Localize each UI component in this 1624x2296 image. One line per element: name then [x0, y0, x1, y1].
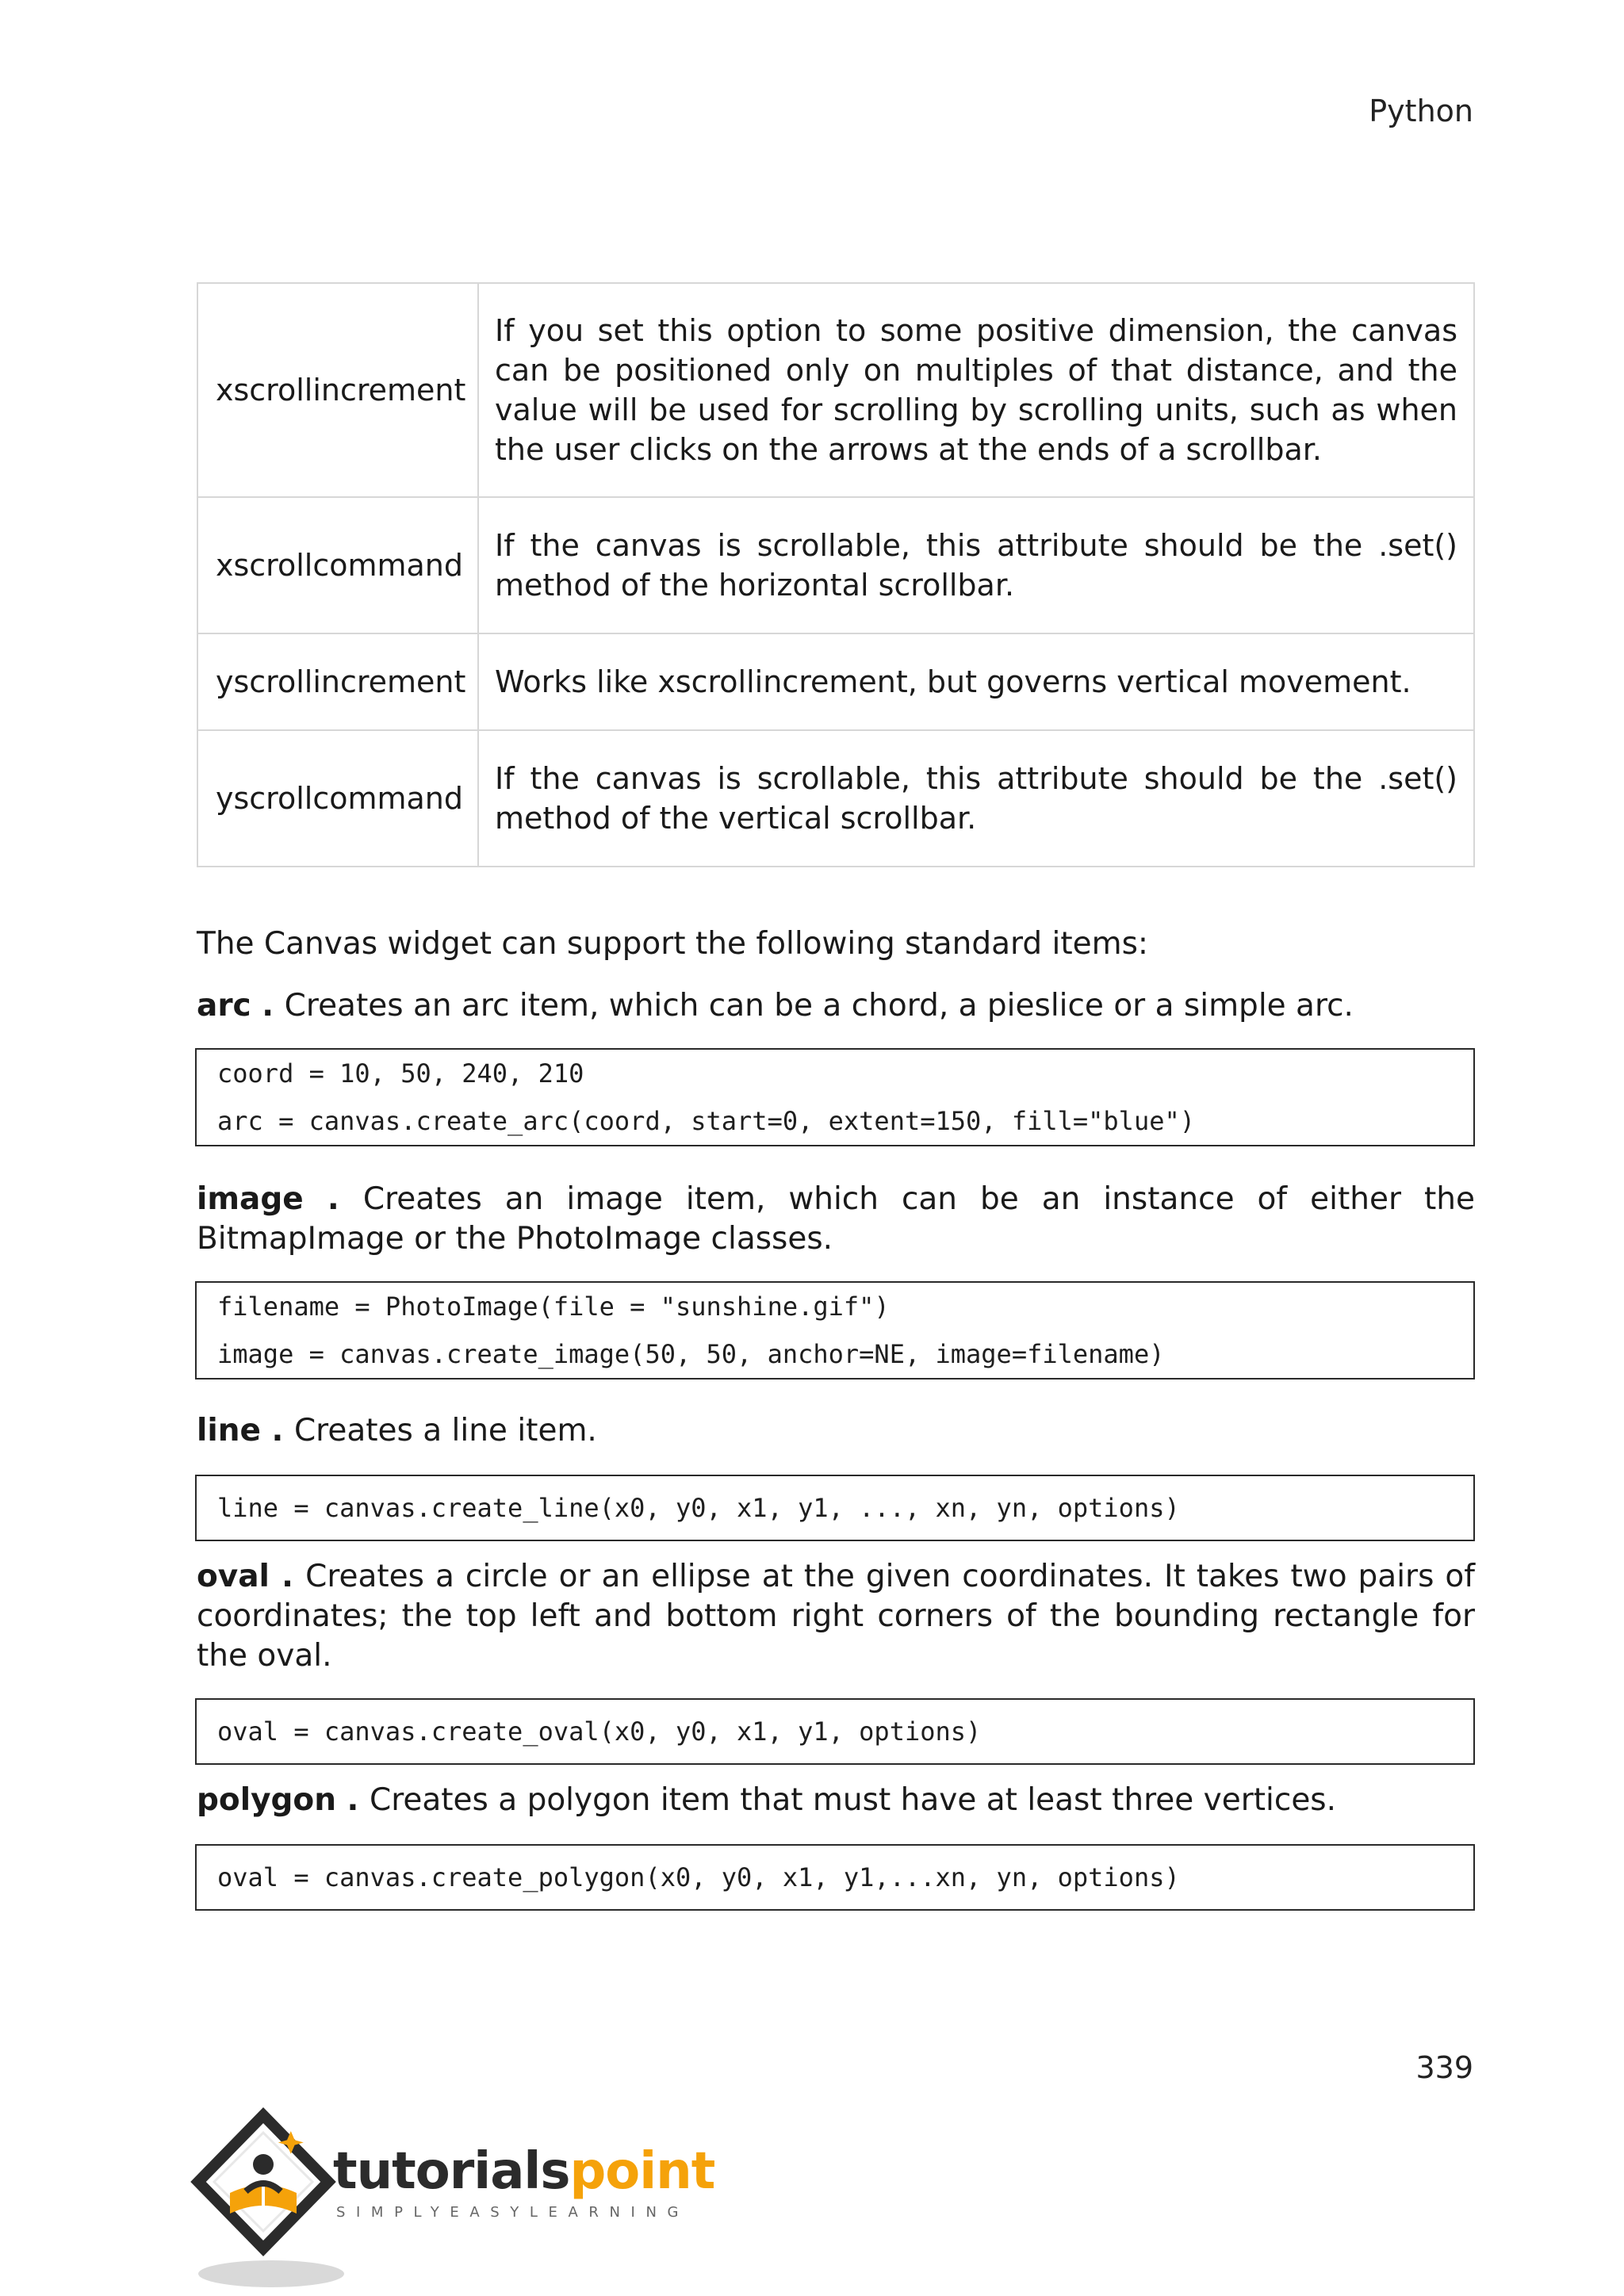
code-block-arc	[195, 1048, 1475, 1146]
item-separator: .	[260, 1413, 294, 1448]
item-polygon-paragraph	[197, 1781, 1475, 1820]
logo-figure-icon	[253, 2154, 274, 2175]
item-term: line	[197, 1413, 261, 1448]
item-separator: .	[251, 988, 285, 1024]
option-name: yscrollincrement	[197, 633, 478, 730]
running-header: Python	[1369, 94, 1473, 128]
code-line: image = canvas.create_image(50, 50, anchor=NE, image=filename)	[217, 1339, 1165, 1369]
option-description: If the canvas is scrollable, this attribute should be the .set() method of the vertical scrollbar.	[478, 730, 1474, 867]
code-block-oval	[195, 1698, 1475, 1765]
code-line: coord = 10, 50, 240, 210	[217, 1058, 584, 1089]
option-name: xscrollcommand	[197, 497, 478, 633]
intro-paragraph: The Canvas widget can support the following standard items:	[197, 926, 1149, 962]
code-line: filename = PhotoImage(file = "sunshine.gif")	[217, 1292, 890, 1322]
item-separator: .	[303, 1181, 363, 1217]
tutorialspoint-logo	[193, 2109, 715, 2296]
item-oval-paragraph	[197, 1557, 1475, 1676]
code-line: line = canvas.create_line(x0, y0, x1, y1, ..., xn, yn, options)	[217, 1493, 1180, 1523]
logo-brand-accent: point	[569, 2142, 715, 2201]
page-number: 339	[1415, 2050, 1473, 2085]
table-row	[197, 497, 1474, 633]
svg-text:tutorialspoint	[333, 2142, 715, 2201]
option-name: yscrollcommand	[197, 730, 478, 867]
code-block-image	[195, 1281, 1475, 1380]
code-block-polygon	[195, 1844, 1475, 1911]
item-arc-paragraph	[197, 986, 1475, 1026]
logo-shadow	[198, 2260, 344, 2287]
table-row	[197, 283, 1474, 497]
logo-brand-dark: tutorials	[333, 2142, 570, 2201]
option-name: xscrollincrement	[197, 283, 478, 497]
item-description: Creates an image item, which can be an instance of either the BitmapImage or the PhotoImage classes.	[197, 1181, 1475, 1257]
option-description: If the canvas is scrollable, this attribute should be the .set() method of the horizontal scrollbar.	[478, 497, 1474, 633]
item-term: oval	[197, 1559, 270, 1594]
code-line: arc = canvas.create_arc(coord, start=0, extent=150, fill="blue")	[217, 1106, 1195, 1136]
item-description: Creates a circle or an ellipse at the given coordinates. It takes two pairs of coordinates; the top left and bottom right corners of the bounding rectangle for the oval.	[197, 1559, 1475, 1674]
canvas-options-table	[197, 282, 1475, 867]
table-row	[197, 633, 1474, 730]
logo-tagline: SIMPLYEASYLEARNING	[336, 2204, 690, 2221]
item-image-paragraph	[197, 1180, 1475, 1259]
option-description: Works like xscrollincrement, but governs vertical movement.	[478, 633, 1474, 730]
option-description: If you set this option to some positive dimension, the canvas can be positioned only on multiples of that distance, and the value will be used for scrolling by scrolling units, such as when the user clicks on the arrows at the ends of a scrollbar.	[478, 283, 1474, 497]
item-separator: .	[335, 1782, 370, 1818]
item-line-paragraph	[197, 1411, 1475, 1451]
item-separator: .	[269, 1559, 306, 1594]
item-description: Creates an arc item, which can be a chord, a pieslice or a simple arc.	[284, 988, 1354, 1024]
code-line: oval = canvas.create_oval(x0, y0, x1, y1, options)	[217, 1716, 982, 1747]
item-term: image	[197, 1181, 304, 1217]
item-term: polygon	[197, 1782, 336, 1818]
item-description: Creates a polygon item that must have at least three vertices.	[369, 1782, 1337, 1818]
table-row	[197, 730, 1474, 867]
item-term: arc	[197, 988, 251, 1024]
item-description: Creates a line item.	[293, 1413, 597, 1448]
code-block-line	[195, 1475, 1475, 1541]
code-line: oval = canvas.create_polygon(x0, y0, x1, y1,...xn, yn, options)	[217, 1862, 1180, 1892]
